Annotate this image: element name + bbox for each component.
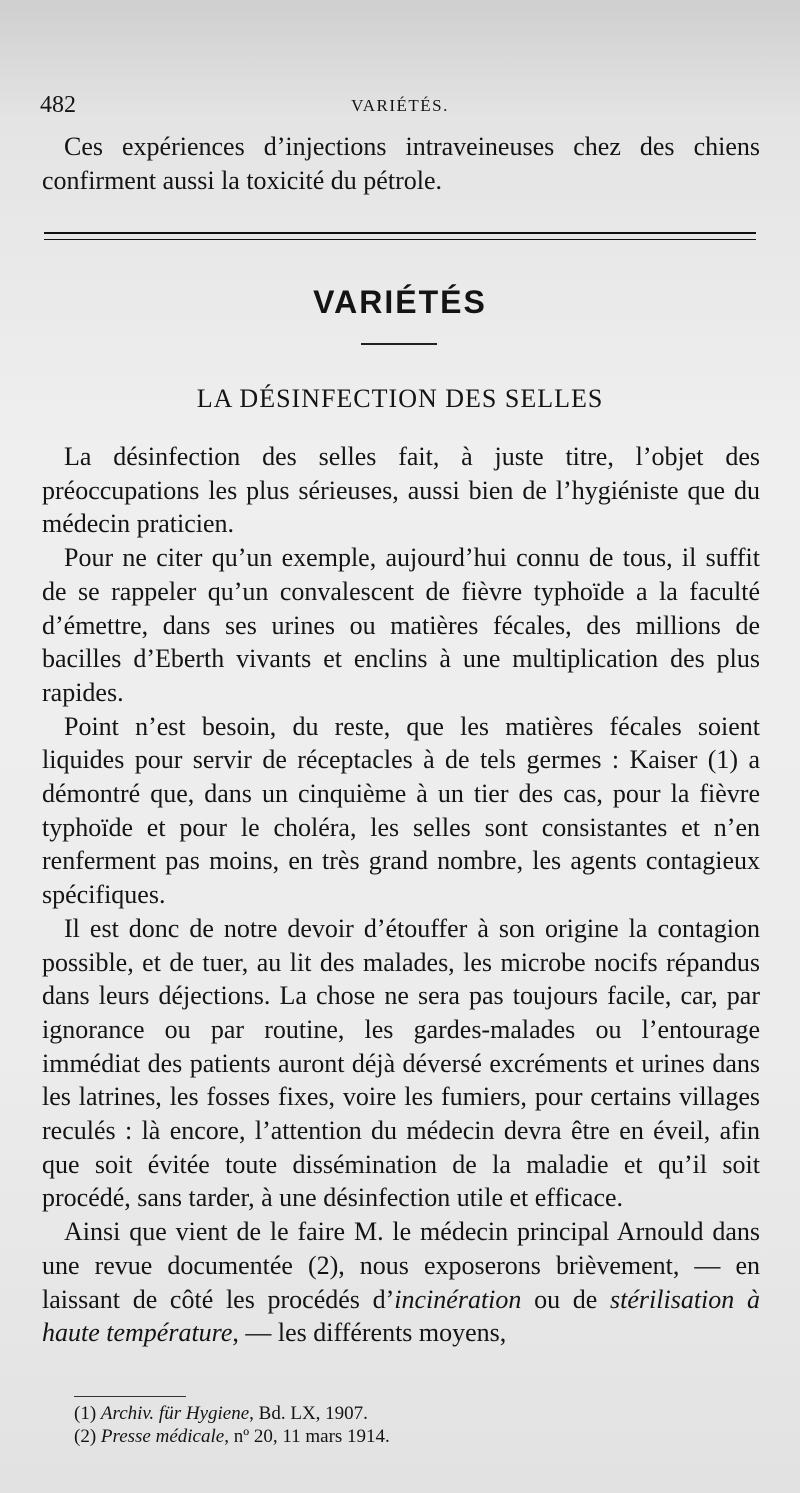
text-run: Ainsi que vient de le faire M. le médecin principal Arnould dans une revue documentée (2), nous exposerons brièvement, — en laissant de côté les procédés d’: [42, 1217, 760, 1314]
short-rule-divider: [361, 343, 437, 345]
double-rule-divider: [44, 232, 756, 240]
footnote: [74, 1425, 774, 1448]
article-body: [42, 440, 760, 1350]
italic-term: stérilisation à haute température: [42, 1284, 760, 1348]
footnote-marker: (1): [74, 1403, 101, 1424]
paragraph: Pour ne citer qu’un exemple, aujourd’hui connu de tous, il suffit de se rappeler qu’un convalescent de fièvre typhoïde a la faculté d’émettre, dans ses urines ou matières fécales, des millions de bacilles d’Eberth vivants et enclins à une multiplication des plus rapides.: [42, 543, 760, 707]
footnotes: [74, 1402, 774, 1448]
page-number: 482: [40, 92, 76, 118]
footnote-text: , Bd. LX, 1907.: [249, 1403, 368, 1424]
carryover-text: [42, 130, 760, 198]
footnote: [74, 1402, 774, 1425]
text-run: , — les différents moyens,: [232, 1318, 507, 1348]
paragraph: La désinfection des selles fait, à juste titre, l’objet des préoccupations les plus sérieuses, aussi bien de l’hygiéniste que du médecin praticien.: [42, 442, 760, 539]
footnote-marker: (2): [74, 1426, 101, 1447]
footnote-source: Presse médicale: [100, 1426, 225, 1447]
paragraph: [42, 1215, 760, 1350]
section-title: VARIÉTÉS: [313, 284, 487, 320]
running-header: [40, 92, 760, 122]
paragraph: Point n’est besoin, du reste, que les matières fécales soient liquides pour servir de réceptacles à de tels germes : Kaiser (1) a démontré que, dans un cinquième à un tier des cas, pour la fièvre typhoïde et pour le choléra, les selles sont consistantes et n’en renferment pas moins, en très grand nombre, les agents contagieux spécifiques.: [42, 711, 760, 910]
footnote-text: , nº 20, 11 mars 1914.: [224, 1426, 390, 1447]
carryover-paragraph: Ces expériences d’injections intraveineuses chez des chiens confirment aussi la toxicité du pétrole.: [42, 132, 760, 195]
text-run: ou de: [521, 1284, 611, 1314]
article-title: LA DÉSINFECTION DES SELLES: [196, 384, 604, 413]
paragraph: Il est donc de notre devoir d’étouffer à son origine la contagion possible, et de tuer, au lit des malades, les microbe nocifs répandus dans leurs déjections. La chose ne sera pas toujours facile, car, par ignorance ou par routine, les gardes-malades ou l’entourage immédiat des patients auront déjà déversé excréments et urines dans les latrines, les fosses fixes, voire les fumiers, pour certains villages reculés : là encore, l’attention du médecin devra être en éveil, afin que soit évitée toute dissémination de la maladie et qu’il soit procédé, sans tarder, à une désinfection utile et efficace.: [42, 913, 760, 1213]
italic-term: incinération: [394, 1284, 522, 1314]
footnote-rule: [74, 1396, 186, 1397]
running-title: VARIÉTÉS.: [351, 96, 449, 115]
footnote-source: Archiv. für Hygiene: [100, 1403, 250, 1424]
